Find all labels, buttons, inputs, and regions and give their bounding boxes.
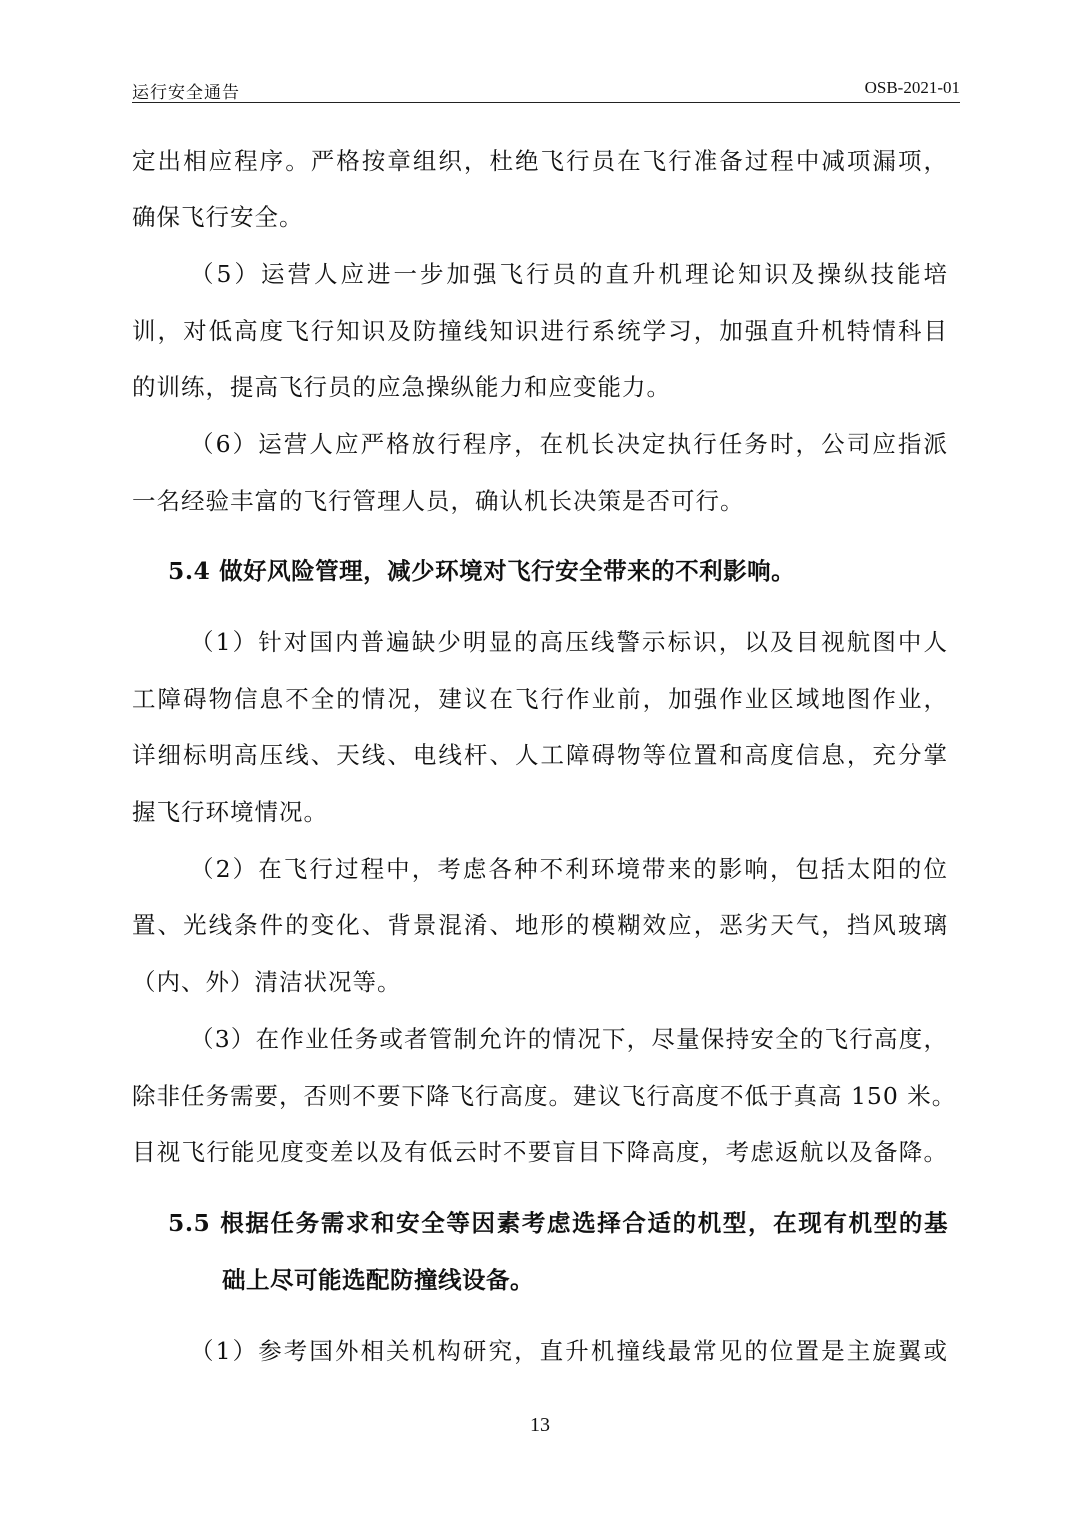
section-heading-5-4: 5.4 做好风险管理，减少环境对飞行安全带来的不利影响。 bbox=[168, 557, 796, 585]
paragraph-line: 确保飞行安全。 bbox=[132, 203, 304, 231]
paragraph-line: （内、外）清洁状况等。 bbox=[132, 968, 402, 996]
header-document-code: OSB-2021-01 bbox=[864, 78, 960, 97]
paragraph-line: 一名经验丰富的飞行管理人员，确认机长决策是否可行。 bbox=[132, 487, 745, 515]
paragraph-line: 置、光线条件的变化、背景混淆、地形的模糊效应，恶劣天气，挡风玻璃 bbox=[132, 911, 948, 939]
paragraph-line: 的训练，提高飞行员的应急操纵能力和应变能力。 bbox=[132, 373, 671, 401]
paragraph-line: （1）针对国内普遍缺少明显的高压线警示标识，以及目视航图中人 bbox=[190, 628, 948, 656]
header-document-type: 运行安全通告 bbox=[132, 83, 240, 103]
paragraph-line: （1）参考国外相关机构研究，直升机撞线最常见的位置是主旋翼或 bbox=[190, 1337, 948, 1365]
paragraph-line: （5）运营人应进一步加强飞行员的直升机理论知识及操纵技能培 bbox=[190, 260, 948, 288]
paragraph-line: （3）在作业任务或者管制允许的情况下，尽量保持安全的飞行高度， bbox=[190, 1025, 948, 1053]
page-number: 13 bbox=[530, 1414, 550, 1436]
section-heading-5-5-continued: 础上尽可能选配防撞线设备。 bbox=[222, 1266, 534, 1294]
paragraph-line: 目视飞行能见度变差以及有低云时不要盲目下降高度，考虑返航以及备降。 bbox=[132, 1138, 948, 1166]
paragraph-line: 定出相应程序。严格按章组织，杜绝飞行员在飞行准备过程中减项漏项， bbox=[132, 147, 948, 175]
section-heading-5-5: 5.5 根据任务需求和安全等因素考虑选择合适的机型，在现有机型的基 bbox=[168, 1209, 948, 1237]
paragraph-line: （2）在飞行过程中，考虑各种不利环境带来的影响，包括太阳的位 bbox=[190, 855, 948, 883]
paragraph-line: 握飞行环境情况。 bbox=[132, 798, 328, 826]
paragraph-line: （6）运营人应严格放行程序，在机长决定执行任务时，公司应指派 bbox=[190, 430, 948, 458]
page-header bbox=[132, 72, 960, 103]
paragraph-line: 详细标明高压线、天线、电线杆、人工障碍物等位置和高度信息，充分掌 bbox=[132, 741, 948, 769]
paragraph-line: 训，对低高度飞行知识及防撞线知识进行系统学习，加强直升机特情科目 bbox=[132, 317, 948, 345]
paragraph-line: 除非任务需要，否则不要下降飞行高度。建议飞行高度不低于真高 150 米。 bbox=[132, 1082, 957, 1110]
paragraph-line: 工障碍物信息不全的情况，建议在飞行作业前，加强作业区域地图作业， bbox=[132, 685, 948, 713]
